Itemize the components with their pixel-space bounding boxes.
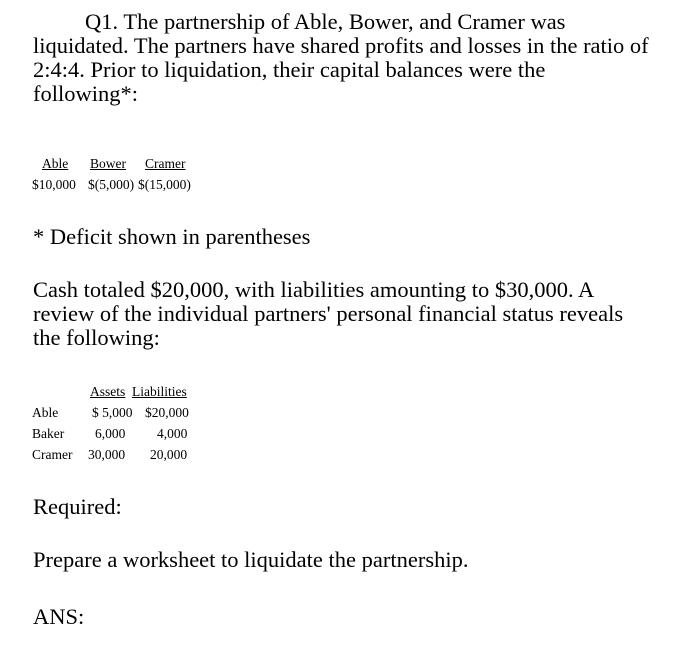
required-label: Required: bbox=[33, 494, 122, 519]
personal-row-assets: 6,000 bbox=[95, 426, 126, 441]
question-line: liquidated. The partners have shared profits and losses in the ratio of bbox=[33, 33, 649, 58]
question-line: following*: bbox=[33, 81, 138, 106]
cash-line: Cash totaled $20,000, with liabilities amounting to $30,000. A bbox=[33, 277, 595, 302]
cash-line: the following: bbox=[33, 325, 160, 350]
capital-header-able: Able bbox=[42, 156, 69, 171]
cash-line: review of the individual partners' personal financial status reveals bbox=[33, 301, 624, 326]
question-paragraph bbox=[33, 10, 673, 106]
question-line: Q1. The partnership of Able, Bower, and Cramer was bbox=[85, 9, 566, 34]
deficit-note: * Deficit shown in parentheses bbox=[33, 224, 311, 249]
personal-status-table bbox=[32, 382, 202, 466]
capital-header-bower: Bower bbox=[90, 156, 126, 171]
personal-row-liabilities: $20,000 bbox=[145, 405, 189, 420]
capital-value-able: $10,000 bbox=[32, 177, 76, 192]
capital-header-cramer: Cramer bbox=[145, 156, 186, 171]
personal-row-name: Cramer bbox=[32, 447, 73, 462]
capital-balances-table bbox=[32, 154, 232, 198]
personal-row-liabilities: 20,000 bbox=[150, 447, 188, 462]
personal-row-assets: 30,000 bbox=[88, 447, 126, 462]
personal-row-assets: $ 5,000 bbox=[92, 405, 133, 420]
personal-row-name: Baker bbox=[32, 426, 65, 441]
personal-header-liabilities: Liabilities bbox=[132, 384, 187, 399]
capital-value-bower: $(5,000) bbox=[88, 177, 135, 192]
personal-header-assets: Assets bbox=[90, 384, 126, 399]
task-statement: Prepare a worksheet to liquidate the partnership. bbox=[33, 547, 469, 572]
personal-row-name: Able bbox=[32, 405, 59, 420]
personal-row-liabilities: 4,000 bbox=[157, 426, 188, 441]
answer-label: ANS: bbox=[33, 604, 85, 629]
question-line: 2:4:4. Prior to liquidation, their capital balances were the bbox=[33, 57, 546, 82]
capital-value-cramer: $(15,000) bbox=[138, 177, 191, 192]
cash-paragraph bbox=[33, 278, 673, 350]
